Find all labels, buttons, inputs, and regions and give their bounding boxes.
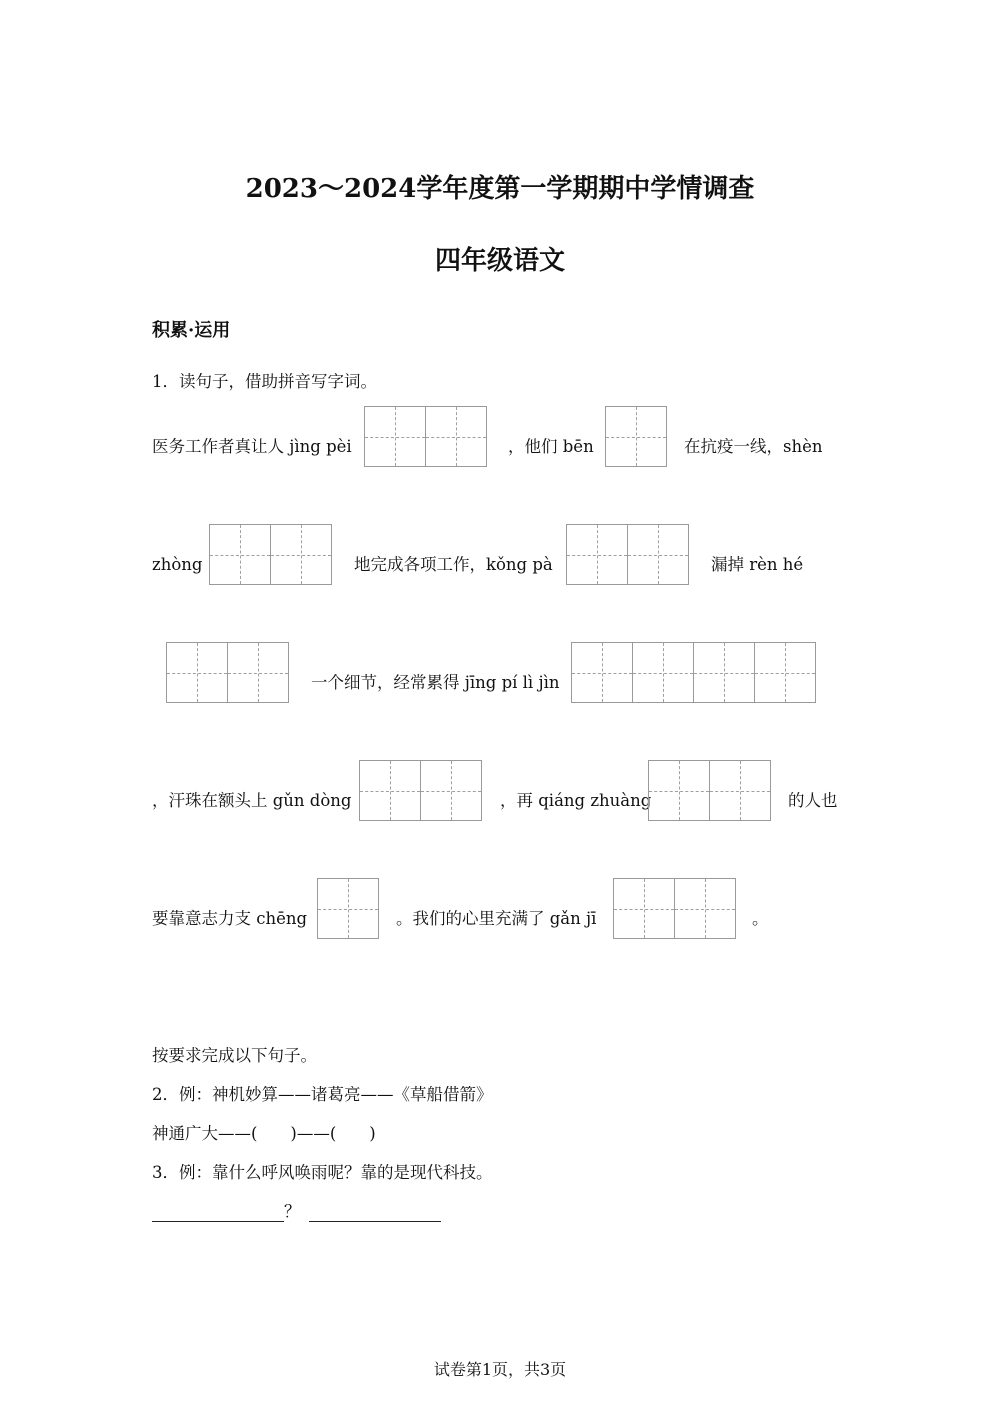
writing-cell[interactable]	[426, 406, 487, 467]
writing-cell[interactable]	[675, 878, 736, 939]
sentence-segment: 要靠意志力支 chēng	[152, 909, 308, 928]
answer-blank[interactable]	[152, 1203, 284, 1222]
question-3-example: 3．例：靠什么呼风唤雨呢？靠的是现代科技。	[152, 1163, 493, 1182]
writing-cell[interactable]	[606, 406, 667, 467]
answer-grid-shen-zhong[interactable]	[209, 524, 332, 585]
answer-grid-ben[interactable]	[605, 406, 667, 467]
sentence-segment: ，他们 bēn	[508, 437, 594, 456]
answer-grid-kong-pa[interactable]	[566, 524, 689, 585]
page-footer: 试卷第1页，共3页	[433, 1360, 567, 1379]
answer-grid-ren-he[interactable]	[166, 642, 289, 703]
writing-cell[interactable]	[421, 760, 482, 821]
writing-cell[interactable]	[614, 878, 675, 939]
exam-subtitle: 四年级语文	[434, 246, 565, 276]
answer-grid-qiang-zhuang[interactable]	[648, 760, 771, 821]
writing-cell[interactable]	[649, 760, 710, 821]
sentence-segment: ，汗珠在额头上 gǔn dòng	[152, 791, 352, 810]
writing-cell[interactable]	[710, 760, 771, 821]
writing-cell[interactable]	[228, 642, 289, 703]
question-1-prompt: 1．读句子，借助拼音写字词。	[152, 372, 377, 391]
sentence-segment: 地完成各项工作，kǒng pà	[354, 555, 553, 574]
question-mark: ？	[284, 1202, 301, 1221]
writing-cell[interactable]	[694, 642, 755, 703]
writing-cell[interactable]	[318, 878, 379, 939]
writing-cell[interactable]	[567, 524, 628, 585]
exam-title: 2023～2024学年度第一学期期中学情调查	[245, 174, 755, 204]
writing-cell[interactable]	[633, 642, 694, 703]
sentence-segment: zhòng	[152, 555, 203, 574]
sentence-segment: 一个细节，经常累得 jīng pí lì jìn	[311, 673, 560, 692]
writing-cell[interactable]	[360, 760, 421, 821]
question-3-answer-line	[152, 1202, 441, 1222]
sentence-segment: ，再 qiáng zhuàng	[500, 791, 652, 810]
writing-cell[interactable]	[755, 642, 816, 703]
sentence-segment: 在抗疫一线，shèn	[684, 437, 823, 456]
writing-cell[interactable]	[572, 642, 633, 703]
answer-grid-gun-dong[interactable]	[359, 760, 482, 821]
sentence-segment: 。我们的心里充满了 gǎn jī	[396, 909, 597, 928]
writing-cell[interactable]	[628, 524, 689, 585]
writing-cell[interactable]	[167, 642, 228, 703]
answer-grid-jing-pei[interactable]	[364, 406, 487, 467]
sentence-segment: 漏掉 rèn hé	[711, 555, 804, 574]
answer-grid-cheng[interactable]	[317, 878, 379, 939]
sentence-segment: 的人也	[788, 791, 838, 810]
question-2-example: 2．例：神机妙算——诸葛亮——《草船借箭》	[152, 1085, 493, 1104]
sentence-segment: 医务工作者真让人 jìng pèi	[152, 437, 352, 456]
answer-grid-gan-ji[interactable]	[613, 878, 736, 939]
sentence-segment: 。	[752, 909, 769, 928]
writing-cell[interactable]	[210, 524, 271, 585]
writing-cell[interactable]	[365, 406, 426, 467]
answer-blank[interactable]	[309, 1203, 441, 1222]
question-2-item: 神通广大——( )——( )	[152, 1124, 376, 1143]
section-heading: 积累·运用	[152, 320, 231, 341]
writing-cell[interactable]	[271, 524, 332, 585]
instruction-text: 按要求完成以下句子。	[152, 1046, 317, 1065]
answer-grid-jing-pi-li-jin[interactable]	[571, 642, 816, 703]
